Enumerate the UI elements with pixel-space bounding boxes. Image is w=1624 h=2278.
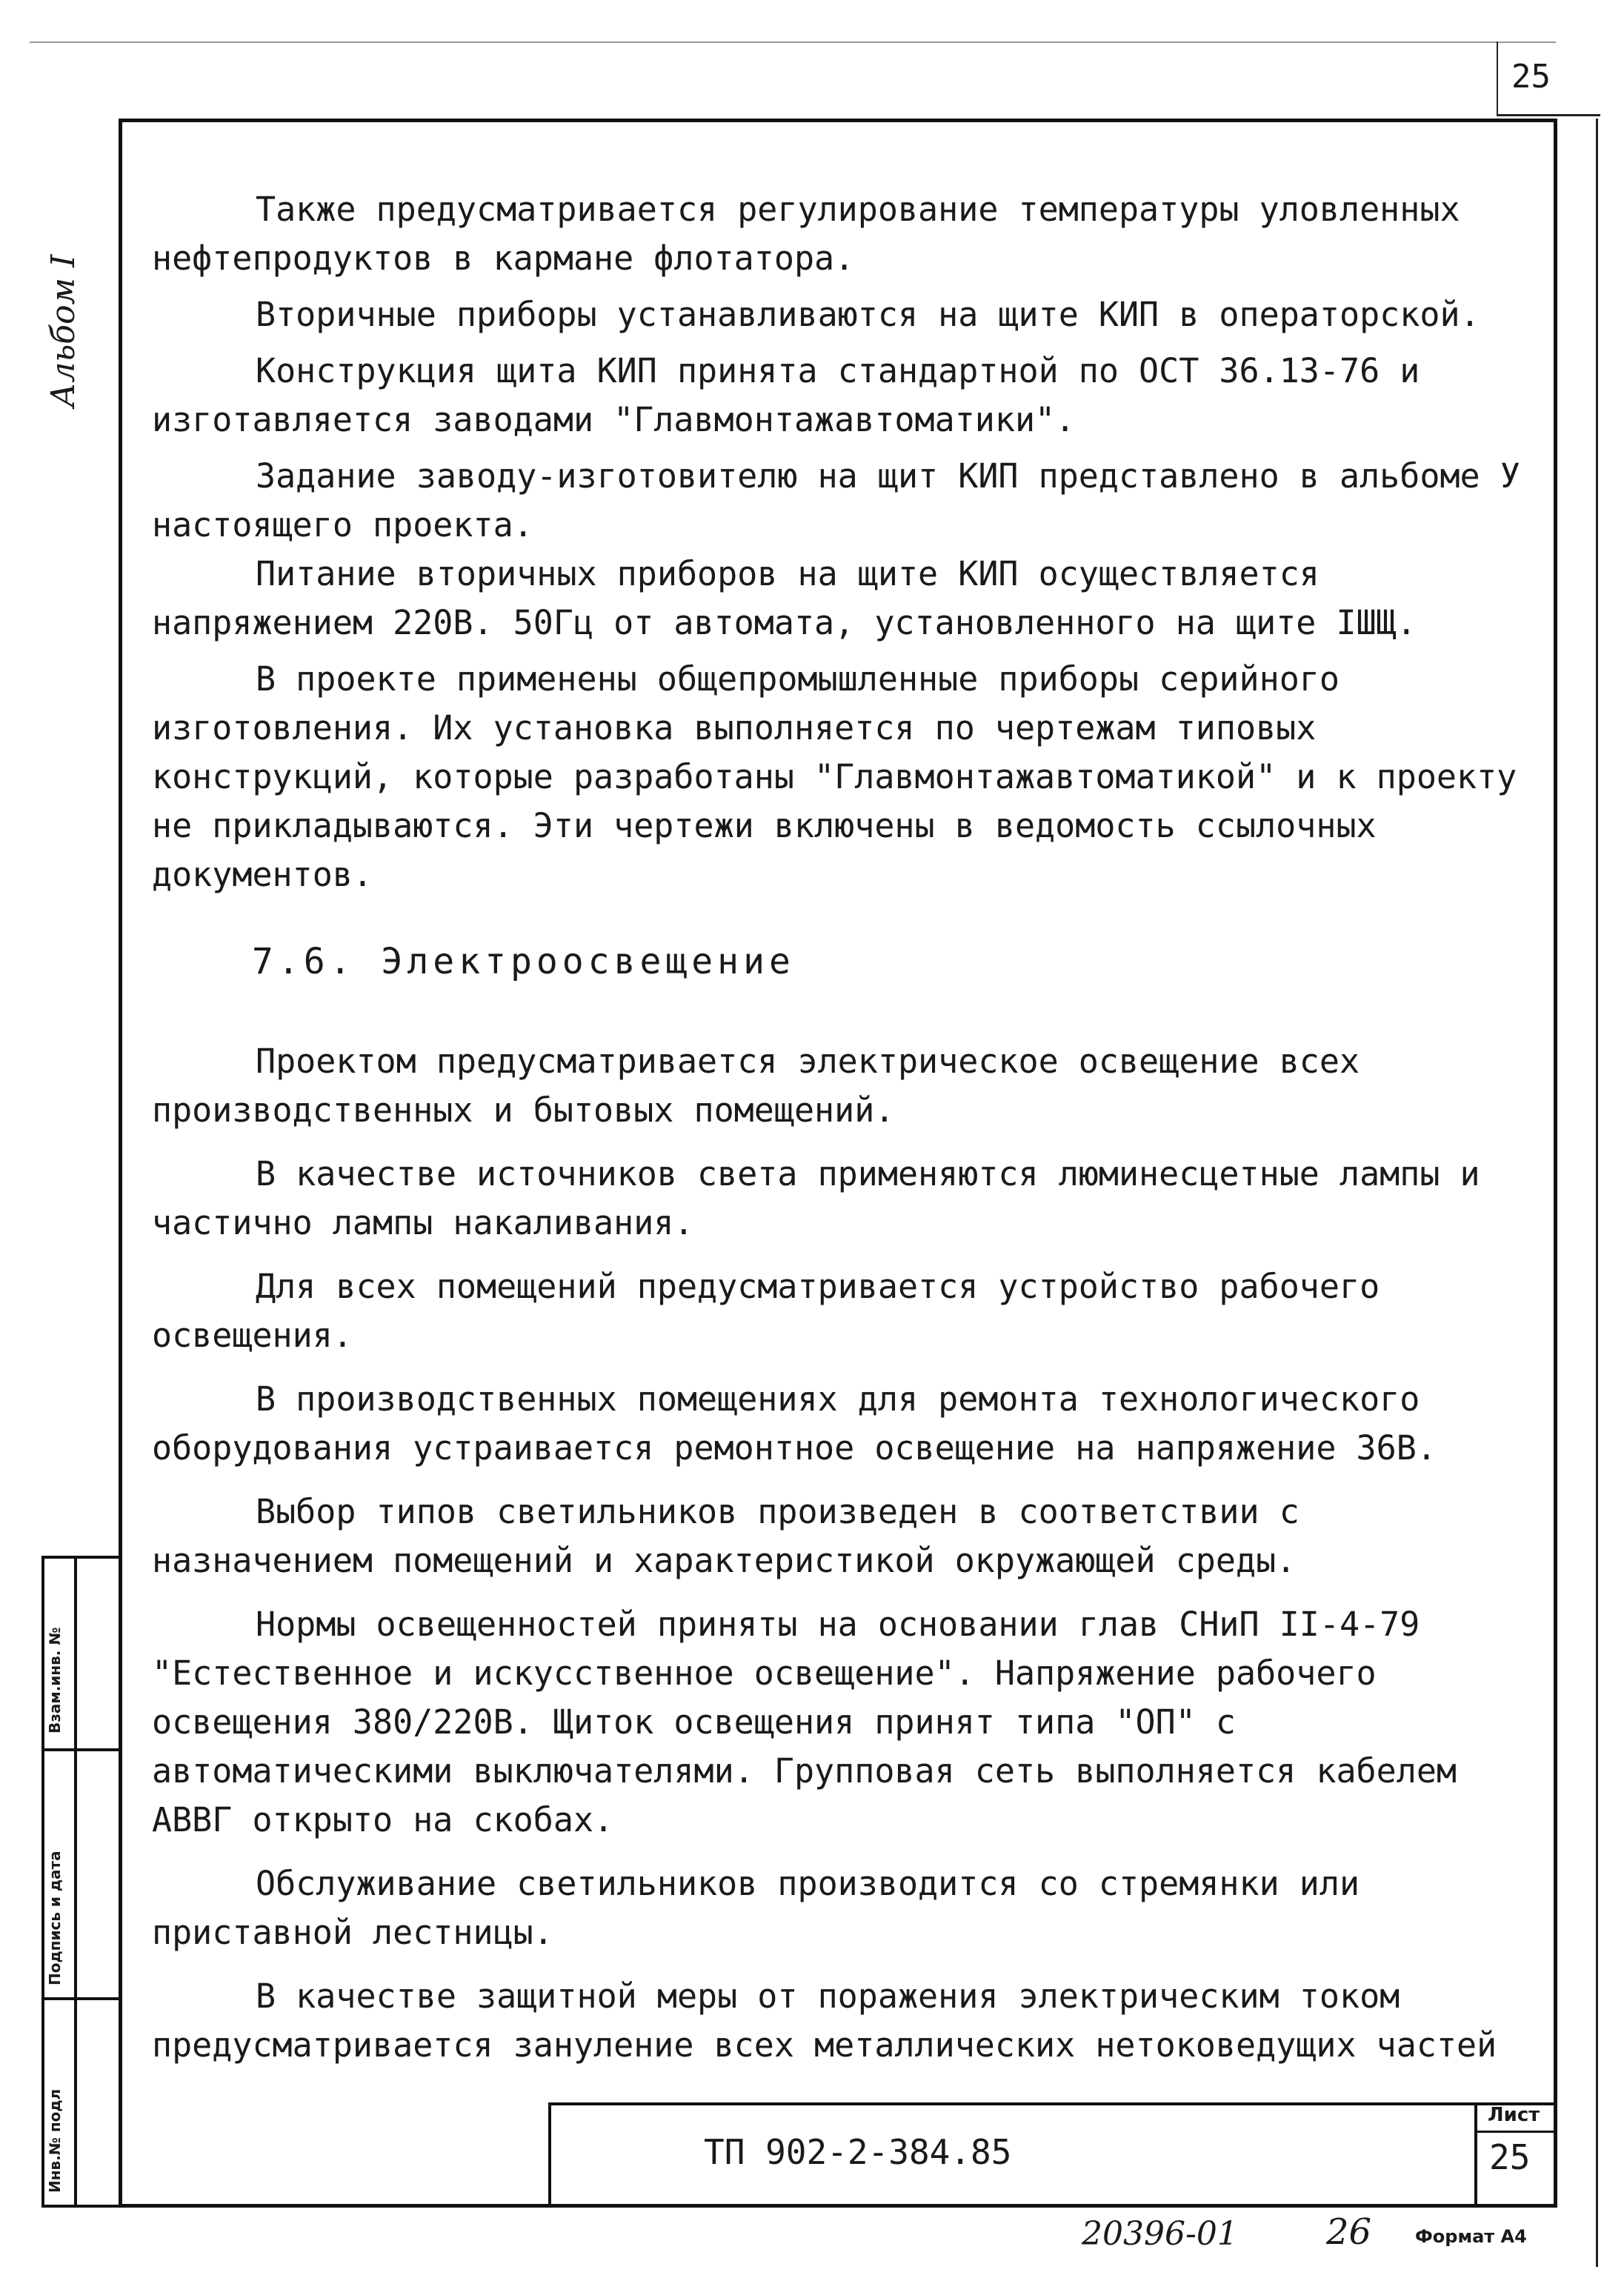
stamp-left-line: [548, 2102, 551, 2208]
paragraph: Вторичные приборы устанавливаются на щите КИП в операторской.: [256, 295, 1480, 334]
side-label-inventory: Инв.№ подл: [46, 2088, 64, 2193]
stamp-sheet-divider: [1474, 2131, 1557, 2133]
paragraph: Для всех помещений предусматривается устройство рабочего освещения.: [152, 1267, 1380, 1355]
handwritten-doc-number: 20396-01: [1082, 2215, 1238, 2253]
paragraph: В качестве защитной меры от поражения электрическим током предусматривается зануление всех металлических нетоковедущих частей: [152, 1976, 1497, 2065]
paragraph: Нормы освещенностей приняты на основании глав СНиП II-4-79 "Естественное и искусственное освещение". Напряжение рабочего освещения 380/220В. Щиток освещения принят типа "ОП" с автоматическими выключателями. Групповая сеть выполняется кабелем АВВГ открыто на скобах.: [152, 1605, 1457, 1839]
side-label-replace: Взам.инв. №: [46, 1627, 64, 1734]
stamp-sheet-label: Лист: [1488, 2104, 1540, 2126]
paragraph: Также предусматривается регулирование температуры уловленных нефтепродуктов в кармане флотатора.: [152, 190, 1460, 278]
side-label-signature: Подпись и дата: [46, 1851, 64, 1985]
paragraph: В качестве источников света применяются люминесцетные лампы и частично лампы накаливания.: [152, 1154, 1480, 1242]
stamp-top-line: [548, 2102, 1556, 2105]
body-text-bottom: [152, 1037, 1522, 2070]
paragraph: В проекте применены общепромышленные приборы серийного изготовления. Их установка выполняется по чертежам типовых конструкций, которые разработаны "Главмонтажавтоматикой" и к проекту не прикладываются. Эти чертежи включены в ведомость ссылочных документов.: [152, 659, 1517, 894]
stamp-right-divider: [1474, 2102, 1477, 2208]
body-text-top: [152, 185, 1522, 899]
paragraph: В производственных помещениях для ремонта технологического оборудования устраивается ремонтное освещение на напряжение 36В.: [152, 1379, 1437, 1468]
album-label-text: Альбом I: [44, 254, 82, 407]
page-number-box-left: [1497, 41, 1498, 116]
album-label: [37, 222, 96, 415]
paragraph: Обслуживание светильников производится со стремянки или приставной лестницы.: [152, 1864, 1360, 1952]
section-heading: 7.6. Электроосвещение: [252, 941, 795, 982]
paragraph: Задание заводу-изготовителю на щит КИП представлено в альбоме У настоящего проекта.: [152, 456, 1520, 544]
page-number-box-bottom: [1497, 114, 1600, 116]
stamp-sheet-number: 25: [1489, 2137, 1531, 2177]
top-rule: [30, 41, 1556, 43]
paragraph: Проектом предусматривается электрическое освещение всех производственных и бытовых помещений.: [152, 1042, 1360, 1130]
paragraph: Конструкция щита КИП принята стандартной по ОСТ 36.13-76 и изготавляется заводами "Главмонтажавтоматики".: [152, 351, 1420, 439]
stamp-document-code: ТП 902-2-384.85: [704, 2132, 1012, 2172]
handwritten-sheet-number: 26: [1326, 2211, 1372, 2253]
format-label: Формат А4: [1415, 2226, 1527, 2247]
paragraph: Выбор типов светильников произведен в соответствии с назначением помещений и характеристикой окружающей среды.: [152, 1492, 1299, 1580]
right-margin-line: [1596, 119, 1598, 2267]
paragraph: Питание вторичных приборов на щите КИП осуществляется напряжением 220В. 50Гц от автомата, установленного на щите ІШЩ.: [152, 554, 1417, 642]
page-number-top: 25: [1511, 58, 1551, 96]
